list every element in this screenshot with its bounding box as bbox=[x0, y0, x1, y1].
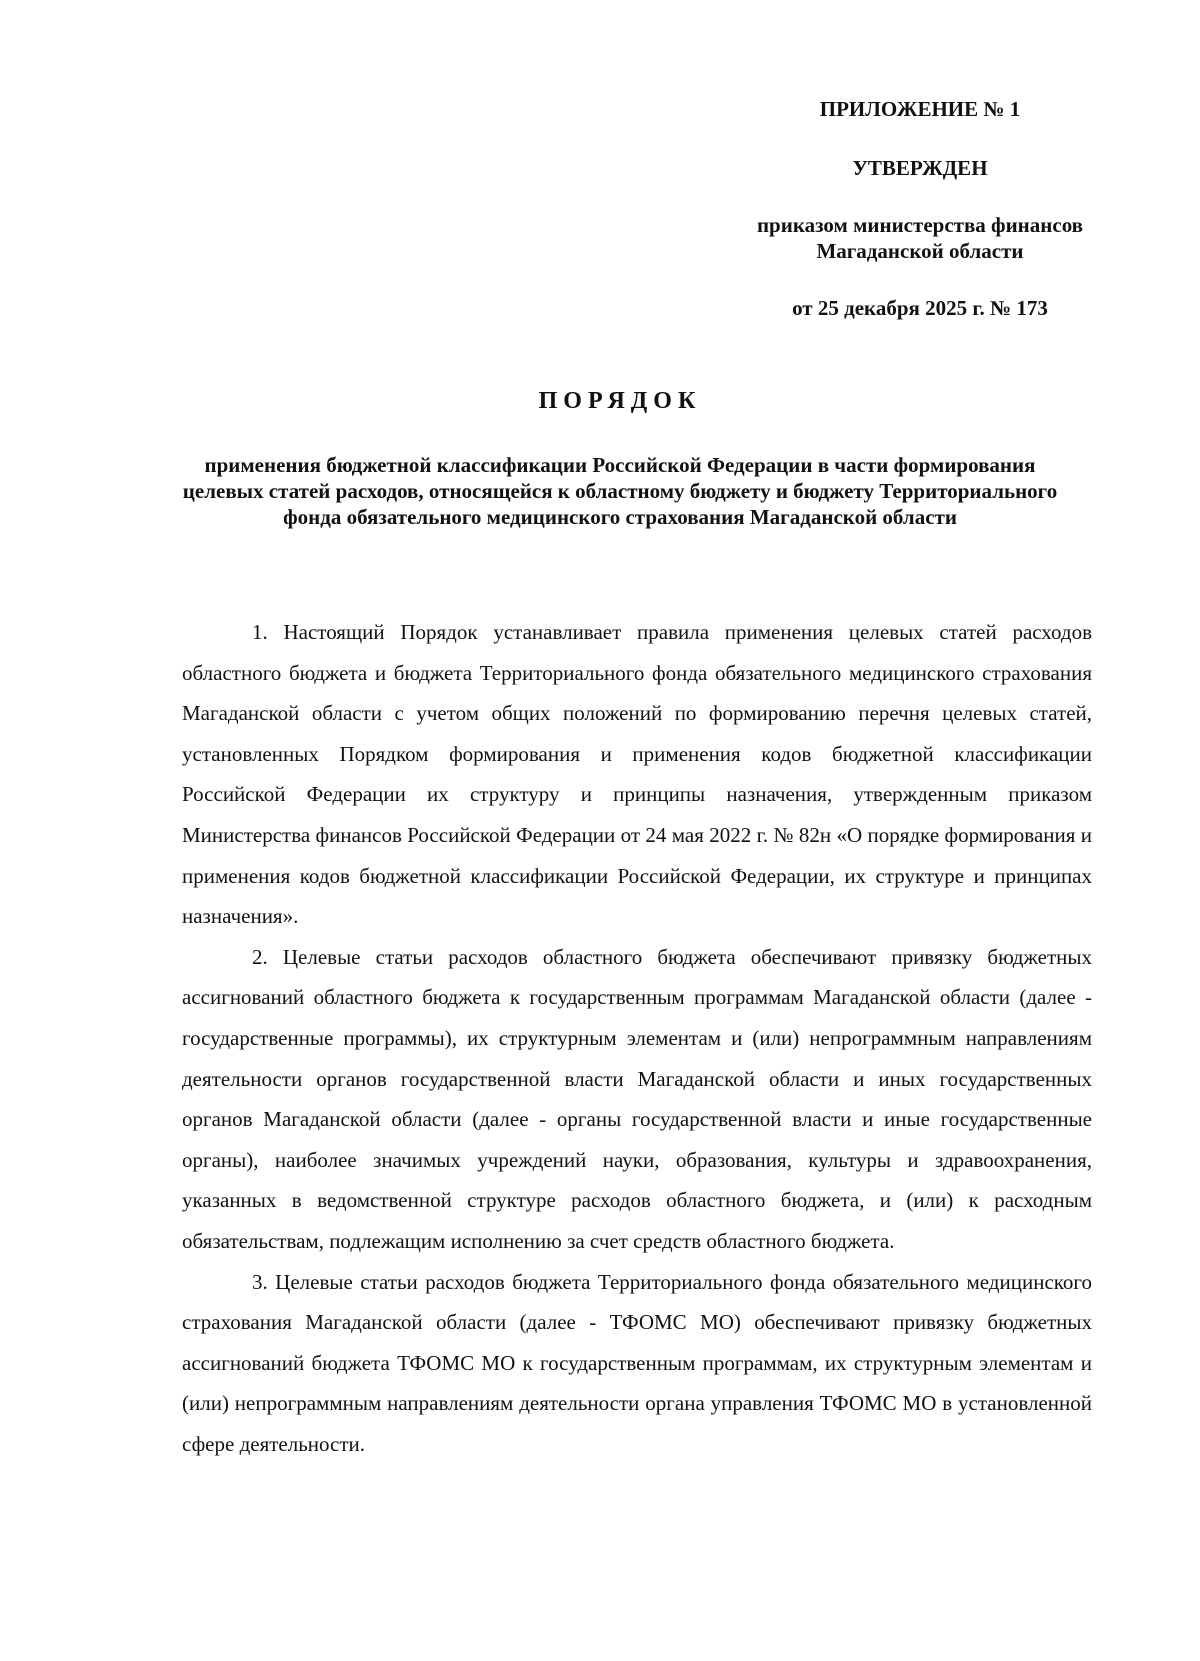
appendix-label: ПРИЛОЖЕНИЕ № 1 bbox=[819, 97, 1021, 121]
paragraph-3: 3. Целевые статьи расходов бюджета Территориального фонда обязательного медицинского страхования Магаданской области (далее - ТФОМС МО) обеспечивают привязку бюджетных ассигнований бюджета ТФОМС МО к государственным программам, их структурным элементам и (или) непрограммным направлениям деятельности органа управления ТФОМС МО в установленной сфере деятельности. bbox=[182, 1269, 1092, 1456]
document-body bbox=[182, 612, 1092, 1464]
paragraph-2: 2. Целевые статьи расходов областного бюджета обеспечивают привязку бюджетных ассигнований областного бюджета к государственным программам Магаданской области (далее - государственные программы), их структурным элементам и (или) непрограммным направлениям деятельности органов государственной власти Магаданской области и иных государственных органов Магаданской области (далее - органы государственной власти и иные государственные органы), наиболее значимых учреждений науки, образования, культуры и здравоохранения, указанных в ведомственной структуре расходов областного бюджета, и (или) к расходным обязательствам, подлежащим исполнению за счет средств областного бюджета. bbox=[182, 944, 1092, 1253]
approval-header bbox=[735, 96, 1105, 321]
order-date: от 25 декабря 2025 г. № 173 bbox=[792, 296, 1048, 320]
document-title: ПОРЯДОК bbox=[538, 388, 702, 414]
order-reference: приказом министерства финансов Магаданской области bbox=[756, 213, 1084, 263]
paragraph-1: 1. Настоящий Порядок устанавливает правила применения целевых статей расходов областного бюджета и бюджета Территориального фонда обязательного медицинского страхования Магаданской области с учетом общих положений по формированию перечня целевых статей, установленных Порядком формирования и применения кодов бюджетной классификации Российской Федерации их структуру и принципы назначения, утвержденным приказом Министерства финансов Российской Федерации от 24 мая 2022 г. № 82н «О порядке формирования и применения кодов бюджетной классификации Российской Федерации, их структуре и принципах назначения». bbox=[182, 620, 1092, 929]
approved-label: УТВЕРЖДЕН bbox=[852, 156, 988, 180]
document-subtitle: применения бюджетной классификации Российской Федерации в части формирования целевых статей расходов, относящейся к областному бюджету и бюджету Территориального фонда обязательного медицинского страхования Магаданской области bbox=[182, 453, 1058, 529]
